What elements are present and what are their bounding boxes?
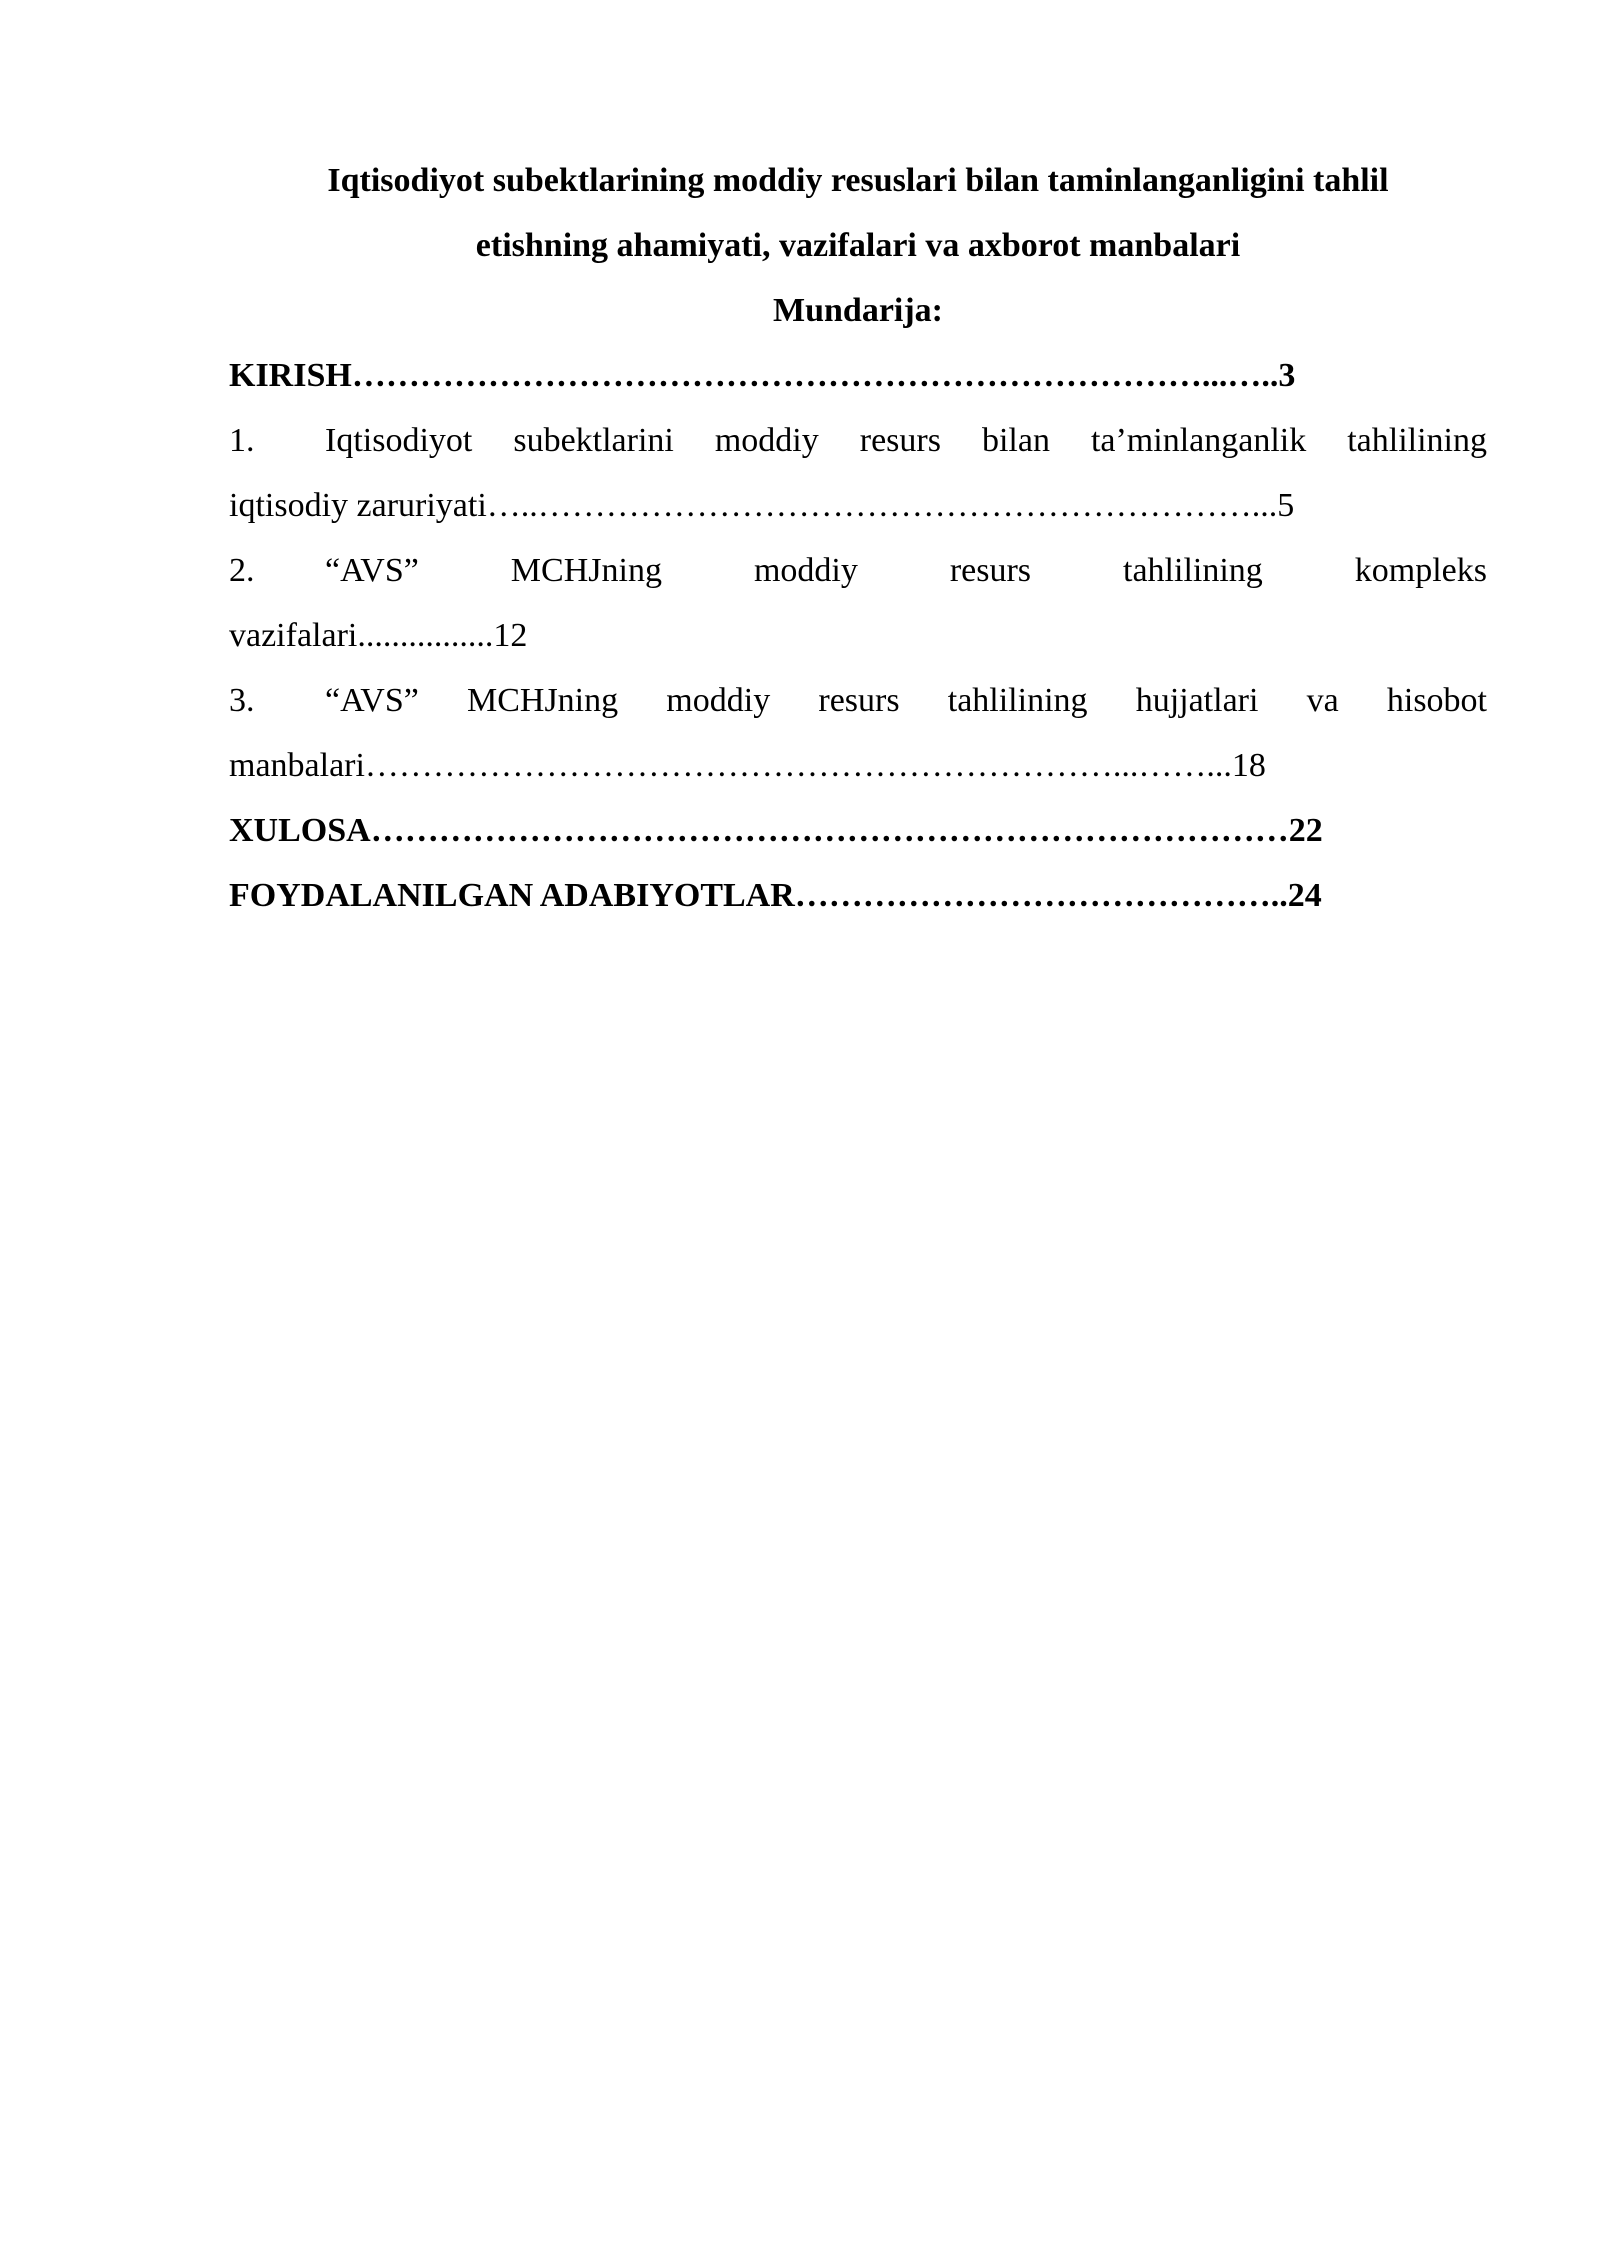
- toc-entry-1-first-line: [229, 408, 1487, 473]
- document-content: [229, 148, 1487, 928]
- toc-entry-2-number: 2.: [229, 552, 255, 589]
- document-title-line-1: Iqtisodiyot subektlarining moddiy resuslari bilan taminlanganligini tahlil: [327, 162, 1389, 199]
- toc-entry-2-text: “AVS” MCHJning moddiy resurs tahlilining kompleks: [325, 552, 1487, 589]
- toc-entry-intro: KIRISH…………………………………………………………………...…..3: [229, 357, 1296, 394]
- toc-entry-3: [229, 668, 1487, 798]
- toc-heading: Mundarija:: [773, 292, 943, 329]
- toc-entry-conclusion: XULOSA………………………………………………………………………22: [229, 812, 1323, 849]
- toc-entry-1: [229, 408, 1487, 538]
- toc-entry-3-text: “AVS” MCHJning moddiy resurs tahlilining hujjatlari va hisobot: [325, 682, 1487, 719]
- toc-entry-1-number: 1.: [229, 422, 255, 459]
- toc-entry-references: FOYDALANILGAN ADABIYOTLAR……………………………………..24: [229, 877, 1322, 914]
- toc-entry-3-second-line: manbalari…………………………………………………………...……...18: [229, 747, 1266, 784]
- document-title-line-2: etishning ahamiyati, vazifalari va axborot manbalari: [475, 227, 1241, 264]
- toc-entry-2-second-line: vazifalari................12: [229, 617, 528, 654]
- toc-entry-3-number: 3.: [229, 682, 255, 719]
- toc-entry-3-first-line: [229, 668, 1487, 733]
- toc-entry-2-first-line: [229, 538, 1487, 603]
- table-of-contents: [229, 343, 1487, 928]
- toc-entry-2: [229, 538, 1487, 668]
- toc-entry-1-text: Iqtisodiyot subektlarini moddiy resurs bilan ta’minlanganlik tahlilining: [325, 422, 1487, 459]
- toc-entry-1-second-line: iqtisodiy zaruriyati…..………………………………………………………...5: [229, 487, 1295, 524]
